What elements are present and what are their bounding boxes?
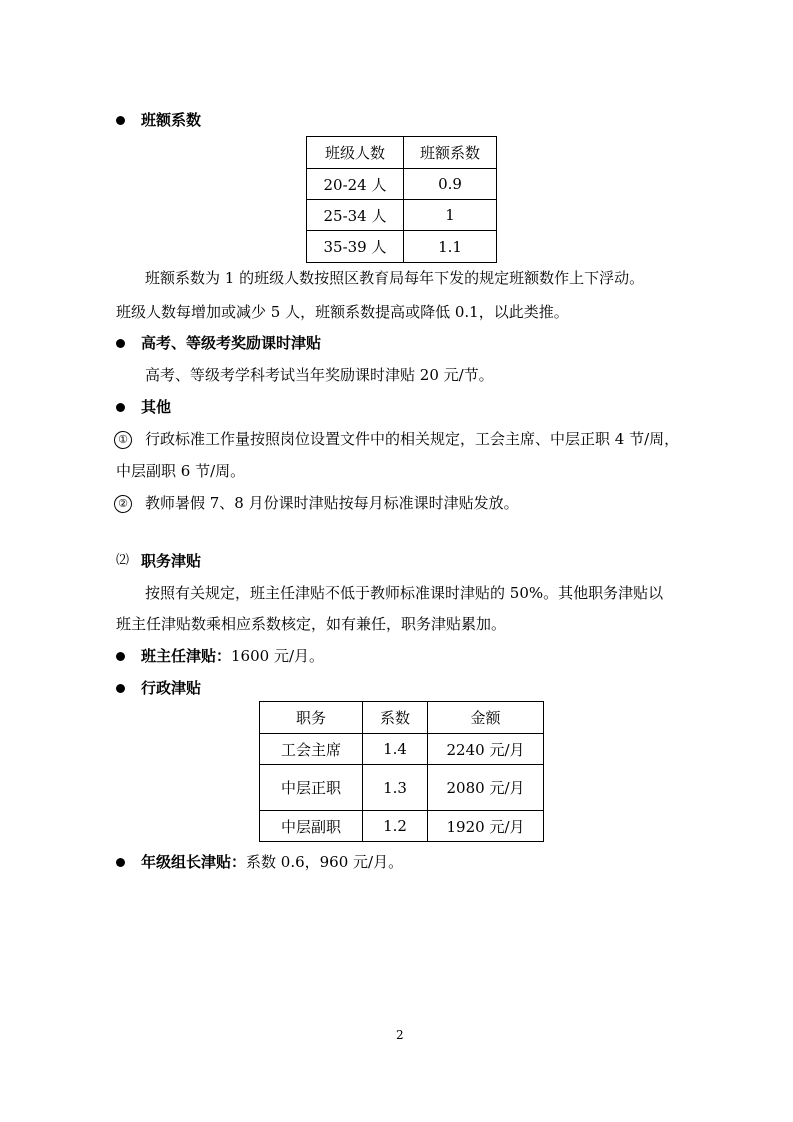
class-size-table xyxy=(306,136,497,263)
paragraph-line: 班主任津贴数乘相应系数核定，如有兼任，职务津贴累加。 xyxy=(116,615,507,633)
table-cell: 1.4 xyxy=(363,734,428,765)
head-teacher-allowance-line xyxy=(141,646,324,666)
paragraph-line: 高考、等级考学科考试当年奖励课时津贴 20 元/节。 xyxy=(145,366,494,384)
section-title: 职务津贴 xyxy=(141,552,202,570)
table-cell: 1 xyxy=(404,200,497,231)
table-header-cell: 职务 xyxy=(260,702,363,734)
heading-other: 其他 xyxy=(141,398,172,416)
grade-leader-allowance-label: 年级组长津贴： xyxy=(141,853,247,871)
table-cell: 工会主席 xyxy=(260,734,363,765)
table-row xyxy=(307,200,497,231)
heading-admin-allowance: 行政津贴 xyxy=(141,679,202,697)
bullet-dot xyxy=(116,403,125,412)
paragraph-line: 班级人数每增加或减少 5 人，班额系数提高或降低 0.1，以此类推。 xyxy=(116,303,569,321)
table-cell: 20-24 人 xyxy=(307,169,404,200)
table-cell: 1.1 xyxy=(404,231,497,263)
table-header-row xyxy=(260,702,544,734)
table-header-cell: 金额 xyxy=(428,702,544,734)
circled-number-two: ② xyxy=(114,495,132,513)
table-header-cell: 班级人数 xyxy=(307,137,404,169)
table-header-row xyxy=(307,137,497,169)
grade-leader-allowance-line xyxy=(141,852,403,872)
table-row xyxy=(307,231,497,263)
heading-gaokao-allowance: 高考、等级考奖励课时津贴 xyxy=(141,334,322,352)
table-cell: 中层副职 xyxy=(260,811,363,842)
table-row xyxy=(260,734,544,765)
page-number: 2 xyxy=(396,1028,404,1042)
table-cell: 1920 元/月 xyxy=(428,811,544,842)
section-number: ⑵ xyxy=(116,553,130,568)
heading-banjia-coefficient: 班额系数 xyxy=(141,111,202,129)
bullet-dot xyxy=(116,652,125,661)
grade-leader-allowance-value: 系数 0.6，960 元/月。 xyxy=(246,853,404,871)
paragraph-line: 按照有关规定，班主任津贴不低于教师标准课时津贴的 50%。其他职务津贴以 xyxy=(145,584,664,602)
bullet-dot xyxy=(116,116,125,125)
bullet-dot xyxy=(116,858,125,867)
list-item-line: 行政标准工作量按照岗位设置文件中的相关规定，工会主席、中层正职 4 节/周， xyxy=(145,430,680,448)
bullet-dot xyxy=(116,339,125,348)
table-cell: 1.2 xyxy=(363,811,428,842)
head-teacher-allowance-value: 1600 元/月。 xyxy=(231,647,325,665)
list-item-line: 教师暑假 7、8 月份课时津贴按每月标准课时津贴发放。 xyxy=(145,494,519,512)
table-header-cell: 系数 xyxy=(363,702,428,734)
table-cell: 35-39 人 xyxy=(307,231,404,263)
admin-allowance-table xyxy=(259,701,544,842)
table-cell: 25-34 人 xyxy=(307,200,404,231)
table-row xyxy=(307,169,497,200)
head-teacher-allowance-label: 班主任津贴： xyxy=(141,647,232,665)
table-cell: 2240 元/月 xyxy=(428,734,544,765)
list-item-line: 中层副职 6 节/周。 xyxy=(116,462,246,480)
table-cell: 1.3 xyxy=(363,765,428,811)
table-cell: 中层正职 xyxy=(260,765,363,811)
table-header-cell: 班额系数 xyxy=(404,137,497,169)
table-cell: 2080 元/月 xyxy=(428,765,544,811)
table-row xyxy=(260,765,544,811)
circled-number-one: ① xyxy=(114,431,132,449)
bullet-dot xyxy=(116,684,125,693)
paragraph-line: 班额系数为 1 的班级人数按照区教育局每年下发的规定班额数作上下浮动。 xyxy=(145,269,645,287)
table-row xyxy=(260,811,544,842)
table-cell: 0.9 xyxy=(404,169,497,200)
